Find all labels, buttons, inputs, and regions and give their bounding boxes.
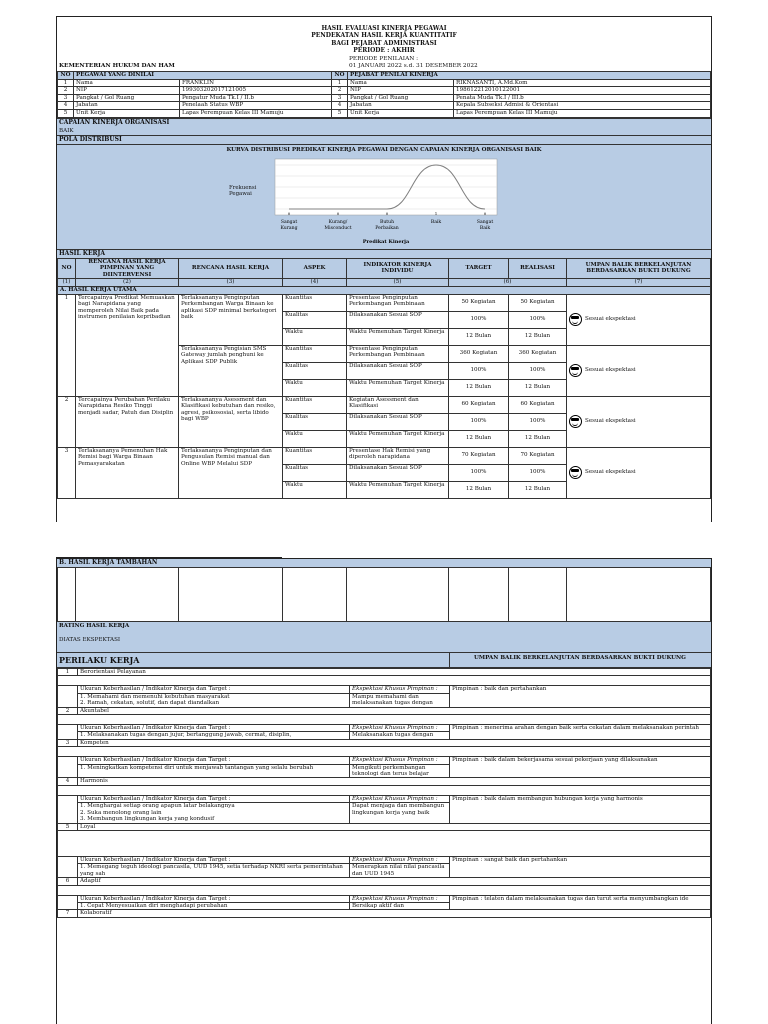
hk-aspek: Kualitas xyxy=(283,413,347,430)
hk-target: 12 Bulan xyxy=(449,430,509,447)
behavior-umpan-balik: Pimpinan : menerima arahan dengan baik serta cekatan dalam melaksanakan perintah xyxy=(450,725,711,740)
hk-indikator: Dilaksanakan Sesuai SOP xyxy=(347,413,449,430)
umpan-balik-content xyxy=(569,415,708,428)
pegawai-field-label: Unit Kerja xyxy=(74,109,180,117)
umpan-balik-content xyxy=(569,313,708,326)
rating-value: DIATAS EKSPEKTASI xyxy=(59,637,121,643)
penilai-field-value: Penata Muda Tk.I / III.b xyxy=(454,94,711,102)
behavior-spacer xyxy=(58,885,711,895)
behavior-spacer-row xyxy=(58,676,711,686)
behavior-ukuran: Ukuran Keberhasilan / Indikator Kinerja dan Target : xyxy=(78,856,350,863)
behavior-spacer-row xyxy=(58,747,711,757)
behavior-ekspektasi: Dapat menjaga dan membangun lingkungan kerja yang baik xyxy=(350,803,450,823)
col-umpan-balik: UMPAN BALIK BERKELANJUTAN BERDASARKAN BUKTI DUKUNG xyxy=(567,258,711,279)
hk-rhk: Terlaksananya Asessment dan Klasifikasi kebutuhan dan resiko, agresi, psikososial, serta libido bagi WBP xyxy=(179,396,283,447)
hasil-kerja-label: HASIL KERJA xyxy=(57,249,711,258)
pegawai-field-label: Jabatan xyxy=(74,102,180,110)
hasil-kerja-table xyxy=(57,258,711,499)
table-row xyxy=(58,396,711,413)
col-no: NO xyxy=(58,258,76,279)
behavior-ekspektasi-label: Ekspektasi Khusus Pimpinan : xyxy=(350,757,450,764)
behavior-indicator-item: 2. Suka menolong orang lain xyxy=(80,809,162,816)
penilai-field-label: Pangkat / Gol Ruang xyxy=(348,94,454,102)
report-header xyxy=(57,17,711,55)
tambahan-cell xyxy=(76,568,179,622)
hk-no: 1 xyxy=(58,294,76,396)
periode-label: PERIODE PENILAIAN : xyxy=(349,56,419,62)
colnum-2: (2) xyxy=(76,279,179,287)
hk-rhk-pimpinan: Tercapainya Perubahan Perilaku Narapidana Resiko Tinggi menjadi sadar, Patuh dan Disiplin xyxy=(76,396,179,447)
hk-realisasi: 100% xyxy=(509,464,567,481)
perilaku-umpan-label: UMPAN BALIK BERKELANJUTAN BERDASARKAN BUKTI DUKUNG xyxy=(474,655,686,661)
pegawai-no: 2 xyxy=(58,87,74,95)
col-realisasi: REALISASI xyxy=(509,258,567,279)
hk-colnum-row xyxy=(58,279,711,287)
pegawai-field-label: NIP xyxy=(74,87,180,95)
pegawai-heading: PEGAWAI YANG DINILAI xyxy=(74,72,332,80)
behavior-title-row xyxy=(58,778,711,785)
cool-smiley-icon xyxy=(569,364,582,377)
hk-rhk-pimpinan: Terlaksananya Pemenuhan Hak Remisi bagi Warga Binaan Pemasyarakatan xyxy=(76,447,179,498)
behavior-umpan-balik: Pimpinan : baik dalam membangun hubungan kerja yang harmonis xyxy=(450,795,711,823)
hk-target: 50 Kegiatan xyxy=(449,294,509,311)
behavior-ekspektasi-label: Ekspektasi Khusus Pimpinan : xyxy=(350,856,450,863)
hk-no: 2 xyxy=(58,396,76,447)
behavior-umpan-balik: Pimpinan : baik dan pertahankan xyxy=(450,686,711,707)
behavior-spacer xyxy=(58,715,711,725)
hk-target: 360 Kegiatan xyxy=(449,345,509,362)
behavior-no: 7 xyxy=(58,910,78,917)
hk-target: 12 Bulan xyxy=(449,379,509,396)
pegawai-field-value: FRANKLIN xyxy=(180,79,332,87)
behavior-ekspektasi: Mengikuti perkembangan teknologi dan terus belajar xyxy=(350,764,450,778)
pegawai-field-value: Pengatur Muda Tk.I / II.b xyxy=(180,94,332,102)
hk-target: 100% xyxy=(449,311,509,328)
behavior-no: 3 xyxy=(58,739,78,746)
distribution-chart-panel xyxy=(57,144,711,249)
periode-block xyxy=(57,55,711,71)
capaian-label: CAPAIAN KINERJA ORGANISASI xyxy=(57,118,711,127)
table-row xyxy=(58,294,711,311)
cool-smiley-icon xyxy=(569,415,582,428)
pegawai-no: 5 xyxy=(58,109,74,117)
report-page-1 xyxy=(56,16,712,522)
umpan-balik-text: Sesuai ekspektasi xyxy=(585,418,636,425)
hk-target: 100% xyxy=(449,362,509,379)
identity-row xyxy=(58,94,711,102)
behavior-ekspektasi-label: Ekspektasi Khusus Pimpinan : xyxy=(350,895,450,902)
pegawai-field-label: Pangkat / Gol Ruang xyxy=(74,94,180,102)
perilaku-label: PERILAKU KERJA xyxy=(59,655,140,665)
hk-realisasi: 100% xyxy=(509,311,567,328)
behavior-ukuran-row xyxy=(58,856,711,863)
umpan-balik-content xyxy=(569,466,708,479)
tambahan-cell xyxy=(509,568,567,622)
header-line-1: HASIL EVALUASI KINERJA PEGAWAI xyxy=(321,25,447,32)
behavior-ukuran: Ukuran Keberhasilan / Indikator Kinerja dan Target : xyxy=(78,795,350,802)
behavior-ukuran-row xyxy=(58,757,711,764)
behavior-blank xyxy=(58,686,78,707)
hk-rhk: Terlaksananya Penginputan Perkembangan Warga Binaan ke aplikasi SDP minimal berkategori baik xyxy=(179,294,283,345)
behavior-indicator-item: 1. Menghargai setiap orang apapun latar belakangnya xyxy=(80,803,235,810)
hk-indikator: Waktu Pemenuhan Target Kinerja xyxy=(347,328,449,345)
penilai-no: 5 xyxy=(332,109,348,117)
hk-aspek: Waktu xyxy=(283,328,347,345)
behavior-ekspektasi: Bersikap aktif dan xyxy=(350,902,450,909)
pegawai-field-label: Nama xyxy=(74,79,180,87)
header-line-3: BAGI PEJABAT ADMINISTRASI xyxy=(331,39,437,47)
hk-indikator: Waktu Pemenuhan Target Kinerja xyxy=(347,430,449,447)
hk-utama-row xyxy=(58,286,711,294)
behavior-spacer-row xyxy=(58,785,711,795)
behavior-spacer xyxy=(58,747,711,757)
hk-indikator: Dilaksanakan Sesuai SOP xyxy=(347,464,449,481)
chart-ylabel xyxy=(229,185,256,198)
behavior-title-row xyxy=(58,910,711,917)
hk-aspek: Kualitas xyxy=(283,464,347,481)
behavior-umpan-balik: Pimpinan : sangat baik dan pertahankan xyxy=(450,856,711,877)
penilai-no: 3 xyxy=(332,94,348,102)
tambahan-cell xyxy=(283,568,347,622)
umpan-balik-text: Sesuai ekspektasi xyxy=(585,469,636,476)
colnum-1: (1) xyxy=(58,279,76,287)
hk-aspek: Waktu xyxy=(283,430,347,447)
behavior-blank xyxy=(58,856,78,877)
perilaku-header xyxy=(57,653,711,668)
colnum-4: (4) xyxy=(283,279,347,287)
hk-indikator: Kegiatan Asessment dan Klasifikasi xyxy=(347,396,449,413)
chart-category-label: Kurang xyxy=(280,225,298,231)
chart-category-label: Misconduct xyxy=(324,225,352,231)
cool-smiley-icon xyxy=(569,313,582,326)
identity-row xyxy=(58,109,711,117)
tambahan-cell xyxy=(179,568,283,622)
behavior-indicators xyxy=(78,732,350,739)
hk-realisasi: 12 Bulan xyxy=(509,430,567,447)
behavior-indicator-item: 2. Ramah, cekatan, solutif, dan dapat diandalkan xyxy=(80,700,220,707)
umpan-balik-text: Sesuai ekspektasi xyxy=(585,316,636,323)
penilai-field-label: Unit Kerja xyxy=(348,109,454,117)
hk-body xyxy=(58,294,711,498)
report-page-2 xyxy=(56,558,712,1024)
rating-block xyxy=(57,622,711,653)
behavior-name: Adaptif xyxy=(78,878,711,885)
chart-xlabel: Predikat Kinerja xyxy=(362,238,410,245)
hk-target: 70 Kegiatan xyxy=(449,447,509,464)
behavior-indicators xyxy=(78,902,350,909)
penilai-no-header: NO xyxy=(332,72,348,80)
perilaku-table xyxy=(57,668,711,918)
hk-target: 12 Bulan xyxy=(449,328,509,345)
behavior-ukuran-row xyxy=(58,895,711,902)
behavior-no: 4 xyxy=(58,778,78,785)
hk-realisasi: 12 Bulan xyxy=(509,328,567,345)
penilai-field-value: Lapas Perempuan Kelas III Mamuju xyxy=(454,109,711,117)
pegawai-field-value: Lapas Perempuan Kelas III Mamuju xyxy=(180,109,332,117)
hk-umpan-balik xyxy=(567,294,711,345)
behavior-indicator-item: 1. Melaksanakan tugas dengan jujur, bertanggung jawab, cermat, disiplin, xyxy=(80,732,292,739)
hk-aspek: Kualitas xyxy=(283,311,347,328)
penilai-field-value: Kepala Subseksi Admisi & Orientasi xyxy=(454,102,711,110)
chart-category-label: Sangat xyxy=(476,219,494,225)
behavior-ukuran-row xyxy=(58,795,711,802)
behavior-no: 6 xyxy=(58,878,78,885)
colnum-5: (5) xyxy=(347,279,449,287)
behavior-indicators xyxy=(78,864,350,878)
penilai-no: 4 xyxy=(332,102,348,110)
hk-no: 3 xyxy=(58,447,76,498)
hk-realisasi: 70 Kegiatan xyxy=(509,447,567,464)
periode-value: 01 JANUARI 2022 s.d. 31 DESEMBER 2022 xyxy=(349,63,478,69)
identity-row xyxy=(58,79,711,87)
col-target: TARGET xyxy=(449,258,509,279)
header-line-2: PENDEKATAN HASIL KERJA KUANTITATIF xyxy=(311,32,457,40)
behavior-spacer xyxy=(58,676,711,686)
hk-aspek: Kuantitas xyxy=(283,396,347,413)
behavior-umpan-balik: Pimpinan : telaten dalam melaksanakan tugas dan turut serta menyumbangkan ide xyxy=(450,895,711,910)
chart-ylabel-line-1: Frekuensi xyxy=(229,184,257,191)
behavior-ekspektasi-label: Ekspektasi Khusus Pimpinan : xyxy=(350,686,450,693)
hk-rhk-pimpinan: Tercapainya Predikat Memuaskan bagi Narapidana yang memperoleh Nilai Baik pada instrumen penilaian kepribadian xyxy=(76,294,179,396)
hk-indikator: Presentase Penginputan Perkembangan Pembinaan xyxy=(347,345,449,362)
chart-tick-label: 1 xyxy=(434,210,438,216)
behavior-no: 5 xyxy=(58,823,78,830)
hk-rhk: Terlaksananya Penginputan dan Pengusulan Remisi manual dan Online WBP Melalui SDP xyxy=(179,447,283,498)
hk-target: 12 Bulan xyxy=(449,481,509,498)
tambahan-table xyxy=(57,567,711,622)
behavior-indicators xyxy=(78,693,350,707)
chart-tick-label: 0 xyxy=(287,210,291,216)
identity-body xyxy=(58,79,711,117)
chart-tick-label: 0 xyxy=(483,210,487,216)
penilai-no: 2 xyxy=(332,87,348,95)
hk-header-row xyxy=(58,258,711,279)
pegawai-no: 1 xyxy=(58,79,74,87)
penilai-field-value: 198612212010122001 xyxy=(454,87,711,95)
chart-category-label: Sangat xyxy=(280,219,298,225)
hk-umpan-balik xyxy=(567,447,711,498)
col-rhk-pimpinan: RENCANA HASIL KERJA PIMPINAN YANG DIINTERVENSI xyxy=(76,258,179,279)
penilai-field-label: NIP xyxy=(348,87,454,95)
chart-category-label: Baik xyxy=(430,219,442,225)
pk-body xyxy=(58,669,711,918)
pegawai-no: 3 xyxy=(58,94,74,102)
instansi-name: KEMENTERIAN HUKUM DAN HAM xyxy=(59,63,175,69)
behavior-name: Kompeten xyxy=(78,739,711,746)
hk-aspek: Kuantitas xyxy=(283,294,347,311)
hk-umpan-balik xyxy=(567,345,711,396)
hk-aspek: Waktu xyxy=(283,379,347,396)
behavior-title-row xyxy=(58,669,711,676)
chart-ylabel-line-2: Pegawai xyxy=(229,191,252,198)
behavior-indicator-item: 1. Memahami dan memenuhi kebutuhan masyarakat xyxy=(80,693,230,700)
pegawai-field-value: 199303202017121005 xyxy=(180,87,332,95)
behavior-no: 1 xyxy=(58,669,78,676)
penilai-field-label: Nama xyxy=(348,79,454,87)
chart-category-label: Perbaikan xyxy=(375,225,399,231)
hk-target: 100% xyxy=(449,413,509,430)
header-line-4: PERIODE : AKHIR xyxy=(353,47,415,55)
cool-smiley-icon xyxy=(569,466,582,479)
capaian-value: BAIK xyxy=(57,127,711,135)
behavior-title-row xyxy=(58,878,711,885)
hk-umpan-balik xyxy=(567,396,711,447)
hk-target: 60 Kegiatan xyxy=(449,396,509,413)
tambahan-cell xyxy=(347,568,449,622)
umpan-balik-text: Sesuai ekspektasi xyxy=(585,367,636,374)
behavior-ukuran: Ukuran Keberhasilan / Indikator Kinerja dan Target : xyxy=(78,895,350,902)
tambahan-label: B. HASIL KERJA TAMBAHAN xyxy=(57,559,711,567)
behavior-blank xyxy=(58,725,78,740)
identity-row xyxy=(58,102,711,110)
tambahan-empty-row xyxy=(58,568,711,622)
behavior-ekspektasi-label: Ekspektasi Khusus Pimpinan : xyxy=(350,725,450,732)
behavior-spacer xyxy=(58,785,711,795)
behavior-no: 2 xyxy=(58,707,78,714)
hk-aspek: Kualitas xyxy=(283,362,347,379)
behavior-name: Loyal xyxy=(78,823,711,830)
identity-row xyxy=(58,87,711,95)
behavior-blank xyxy=(58,757,78,778)
colnum-7: (7) xyxy=(567,279,711,287)
hk-realisasi: 12 Bulan xyxy=(509,481,567,498)
behavior-title-row xyxy=(58,823,711,830)
col-rhk: RENCANA HASIL KERJA xyxy=(179,258,283,279)
distribution-chart xyxy=(271,157,501,247)
tambahan-cell xyxy=(567,568,711,622)
hk-rhk: Terlaksananya Pengisian SMS Gateway jumlah penghuni ke Aplikasi SDP Publik xyxy=(179,345,283,396)
chart-category-label: Butuh xyxy=(379,219,395,225)
penilai-field-label: Jabatan xyxy=(348,102,454,110)
hk-realisasi: 100% xyxy=(509,413,567,430)
penilai-no: 1 xyxy=(332,79,348,87)
chart-title: KURVA DISTRIBUSI PREDIKAT KINERJA PEGAWAI DENGAN CAPAIAN KINERJA ORGANISASI BAIK xyxy=(226,146,542,153)
penilai-heading: PEJABAT PENILAI KINERJA xyxy=(348,72,711,80)
pegawai-no-header: NO xyxy=(58,72,74,80)
chart-tick-label: 0 xyxy=(336,210,340,216)
col-indikator: INDIKATOR KINERJA INDIVIDU xyxy=(347,258,449,279)
behavior-ukuran: Ukuran Keberhasilan / Indikator Kinerja dan Target : xyxy=(78,757,350,764)
hk-aspek: Kuantitas xyxy=(283,447,347,464)
behavior-indicator-item: 1. Meningkatkan kompetensi diri untuk menjawab tantangan yang selalu berubah xyxy=(80,764,314,771)
pegawai-field-value: Penelaah Status WBP xyxy=(180,102,332,110)
hk-realisasi: 12 Bulan xyxy=(509,379,567,396)
behavior-spacer xyxy=(58,830,711,856)
behavior-ekspektasi: Menerapkan nilai nilai pancasila dan UUD 1945 xyxy=(350,864,450,878)
chart-tick-label: 0 xyxy=(385,210,389,216)
hasil-kerja-utama-label: A. HASIL KERJA UTAMA xyxy=(58,286,711,294)
tambahan-cell xyxy=(58,568,76,622)
behavior-ekspektasi-label: Ekspektasi Khusus Pimpinan : xyxy=(350,795,450,802)
behavior-indicator-item: 3. Membangun lingkungan kerja yang kondusif xyxy=(80,816,215,823)
behavior-ukuran: Ukuran Keberhasilan / Indikator Kinerja dan Target : xyxy=(78,725,350,732)
umpan-balik-content xyxy=(569,364,708,377)
behavior-name: Akuntabel xyxy=(78,707,711,714)
hk-aspek: Kuantitas xyxy=(283,345,347,362)
chart-category-label: Kurang/ xyxy=(328,219,348,225)
colnum-6: (6) xyxy=(449,279,567,287)
pola-label: POLA DISTRIBUSI xyxy=(57,135,711,144)
behavior-spacer-row xyxy=(58,830,711,856)
behavior-indicators xyxy=(78,764,350,778)
behavior-umpan-balik: Pimpinan : baik dalam bekerjasama sesuai pekerjaan yang dilaksanakan xyxy=(450,757,711,778)
hk-indikator: Presentase Penginputan Perkembangan Pembinaan xyxy=(347,294,449,311)
behavior-name: Harmonis xyxy=(78,778,711,785)
hk-indikator: Waktu Pemenuhan Target Kinerja xyxy=(347,481,449,498)
behavior-blank xyxy=(58,795,78,823)
behavior-name: Kolaboratif xyxy=(78,910,711,917)
behavior-indicator-item: 1. Memegang teguh ideologi pancasila, UUD 1945, setia terhadap NKRI serta pemerintahan yang sah xyxy=(80,864,343,877)
pegawai-no: 4 xyxy=(58,102,74,110)
chart-category-labels xyxy=(280,219,493,231)
identity-table xyxy=(57,71,711,118)
hk-aspek: Waktu xyxy=(283,481,347,498)
hk-realisasi: 50 Kegiatan xyxy=(509,294,567,311)
behavior-ekspektasi: Mampu memahami dan melaksanakan tugas dengan xyxy=(350,693,450,707)
behavior-blank xyxy=(58,895,78,910)
penilai-field-value: RIKNASANTI, A.Md.Kom xyxy=(454,79,711,87)
chart-category-label: Baik xyxy=(479,225,491,231)
hk-realisasi: 360 Kegiatan xyxy=(509,345,567,362)
behavior-spacer-row xyxy=(58,885,711,895)
hk-realisasi: 60 Kegiatan xyxy=(509,396,567,413)
hk-indikator: Dilaksanakan Sesuai SOP xyxy=(347,362,449,379)
behavior-indicators xyxy=(78,803,350,823)
behavior-name: Berorientasi Pelayanan xyxy=(78,669,711,676)
hk-indikator: Dilaksanakan Sesuai SOP xyxy=(347,311,449,328)
hk-realisasi: 100% xyxy=(509,362,567,379)
table-row xyxy=(58,447,711,464)
rating-label: RATING HASIL KERJA xyxy=(59,623,130,629)
hk-indikator: Presentase Hak Remisi yang diperoleh narapidana xyxy=(347,447,449,464)
behavior-spacer-row xyxy=(58,715,711,725)
hk-target: 100% xyxy=(449,464,509,481)
behavior-ukuran-row xyxy=(58,725,711,732)
behavior-title-row xyxy=(58,707,711,714)
tambahan-cell xyxy=(449,568,509,622)
behavior-indicator-item: 1. Cepat Menyesuaikan diri menghadapi perubahan xyxy=(80,902,228,909)
colnum-3: (3) xyxy=(179,279,283,287)
identity-header-row xyxy=(58,72,711,80)
behavior-title-row xyxy=(58,739,711,746)
hk-indikator: Waktu Pemenuhan Target Kinerja xyxy=(347,379,449,396)
behavior-ukuran-row xyxy=(58,686,711,693)
col-aspek: ASPEK xyxy=(283,258,347,279)
behavior-ekspektasi: Melaksanakan tugas dengan xyxy=(350,732,450,739)
behavior-ukuran: Ukuran Keberhasilan / Indikator Kinerja dan Target : xyxy=(78,686,350,693)
